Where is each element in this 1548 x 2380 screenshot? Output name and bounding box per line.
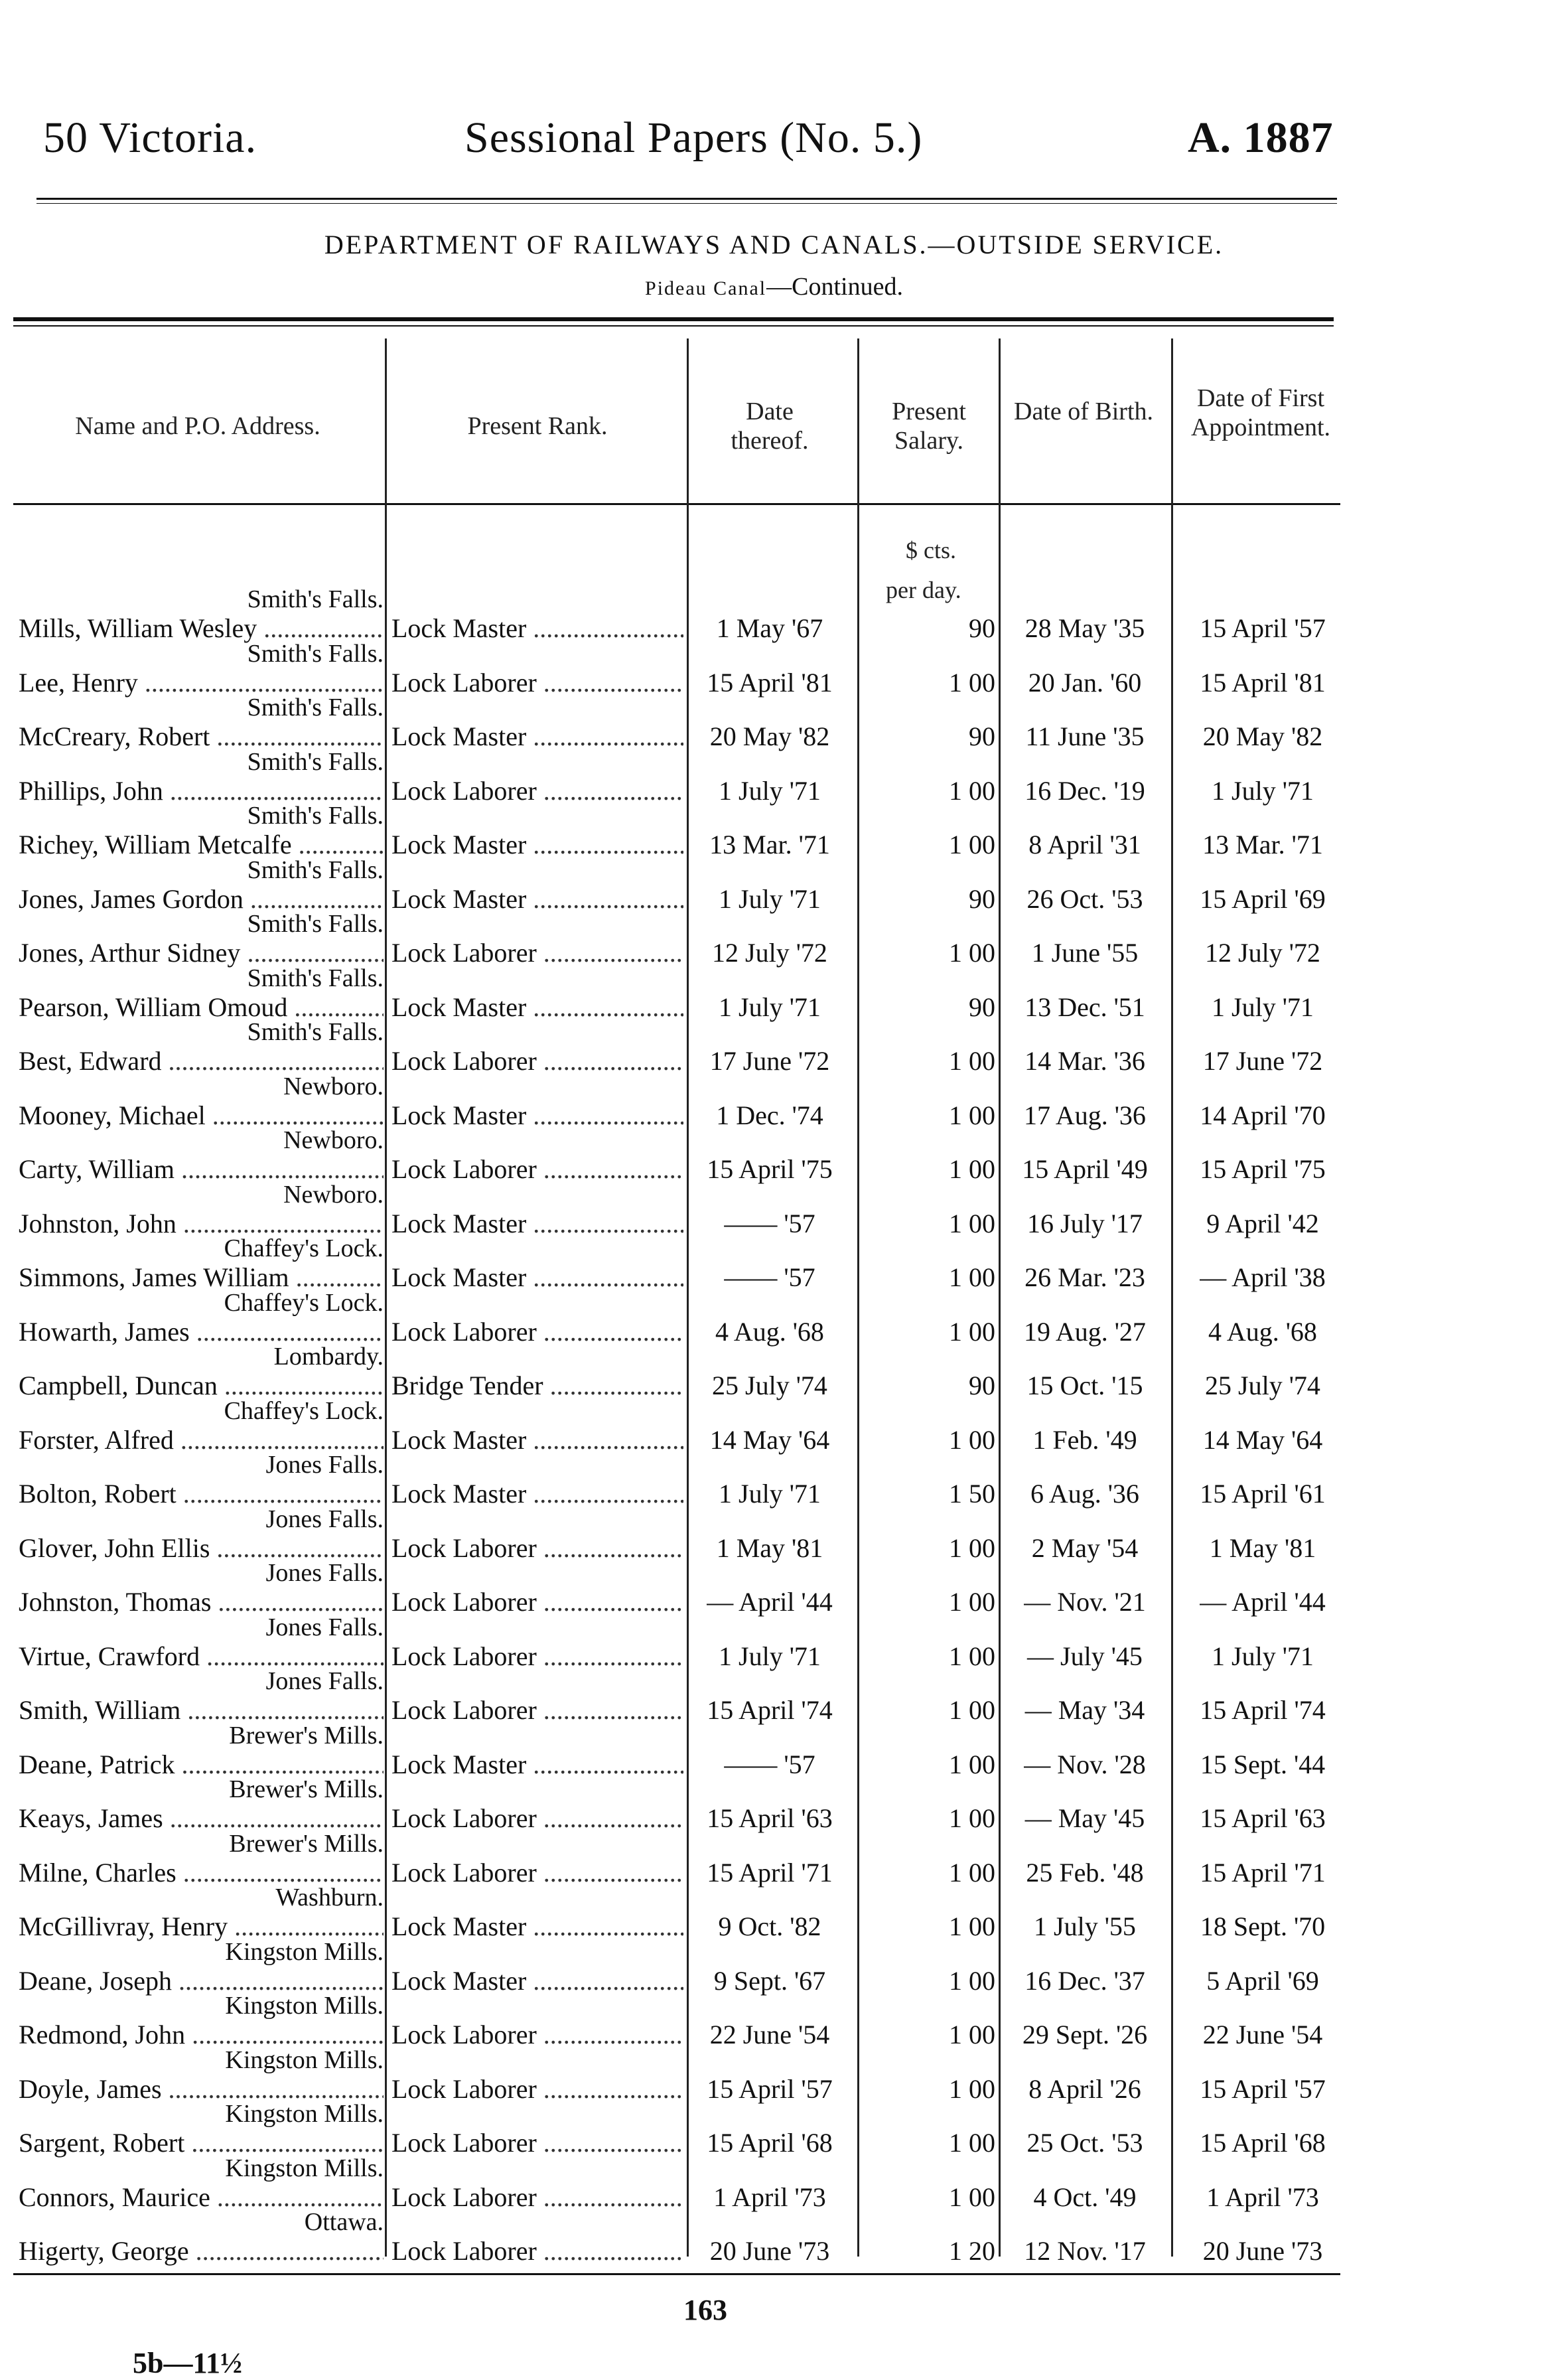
present-rank: Lock Master ..... [391, 992, 683, 1023]
present-rank: Lock Laborer ..... [391, 667, 683, 698]
salary-currency-unit: $ cts. [906, 537, 956, 563]
table-row [0, 747, 1548, 811]
po-address: Brewer's Mills. [229, 1775, 384, 1803]
rank-date: 1 May '81 [716, 1532, 823, 1563]
birth-date: 16 Dec. '37 [1024, 1965, 1145, 1996]
present-rank: Lock Laborer ..... [391, 1532, 683, 1564]
present-rank: Lock Master ..... [391, 1911, 683, 1942]
present-rank: Lock Master ..... [391, 883, 683, 915]
po-address: Smith's Falls. [247, 910, 384, 938]
birth-date: 29 Sept. '26 [1022, 2020, 1148, 2049]
present-rank: Lock Laborer ..... [391, 1586, 683, 1617]
appointment-date: — April '44 [1200, 1587, 1326, 1617]
po-address: Jones Falls. [265, 1559, 384, 1587]
present-salary: 1 00 [949, 830, 995, 859]
present-rank: Lock Master ..... [391, 1262, 683, 1293]
table-row [0, 802, 1548, 865]
appointment-date: 14 May '64 [1202, 1424, 1323, 1455]
table-row [0, 1829, 1548, 1893]
rank-date: —— '57 [724, 1749, 815, 1779]
present-salary: 1 00 [949, 1100, 995, 1130]
present-rank: Lock Master ..... [391, 829, 683, 860]
appointment-date: — April '38 [1200, 1262, 1326, 1292]
page-title: DEPARTMENT OF RAILWAYS AND CANALS.—OUTSIDE SERVICE. [324, 230, 1224, 260]
staff-name: Johnston, John ..... [19, 1208, 384, 1239]
table-row [0, 1559, 1548, 1622]
staff-name: Richey, William Metcalfe ..... [19, 829, 384, 860]
staff-name: Higerty, George ..... [19, 2235, 384, 2267]
header-divider-rule [13, 503, 1340, 505]
col-header-birth: Date of Birth. [1014, 398, 1154, 425]
staff-name: Howarth, James ..... [19, 1316, 384, 1347]
birth-date: — Nov. '28 [1024, 1749, 1146, 1779]
appointment-date: 13 Mar. '71 [1202, 830, 1323, 859]
table-row [0, 1288, 1548, 1352]
staff-name: Campbell, Duncan ..... [19, 1370, 384, 1401]
present-rank: Lock Laborer ..... [391, 2235, 683, 2267]
present-rank: Lock Laborer ..... [391, 1153, 683, 1185]
appointment-date: 15 April '57 [1200, 2073, 1326, 2104]
po-address: Kingston Mills. [225, 2154, 384, 2182]
po-address: Chaffey's Lock. [224, 1234, 384, 1262]
present-rank: Lock Master ..... [391, 1424, 683, 1455]
present-rank: Lock Laborer ..... [391, 1641, 683, 1672]
birth-date: 8 April '26 [1028, 2073, 1141, 2104]
appointment-date: 1 July '71 [1212, 775, 1314, 806]
present-salary: 1 00 [949, 1857, 995, 1888]
table-row [0, 1451, 1548, 1514]
appointment-date: 15 April '61 [1200, 1479, 1326, 1509]
appointment-date: 14 April '70 [1200, 1100, 1326, 1130]
present-salary: 1 00 [949, 1587, 995, 1617]
rank-date: —— '57 [724, 1208, 815, 1238]
present-salary: 1 00 [949, 1424, 995, 1455]
birth-date: 11 June '35 [1025, 721, 1145, 751]
rank-date: 1 July '71 [719, 1641, 821, 1671]
present-salary: 1 00 [949, 1965, 995, 1996]
continued-label: —Continued. [766, 273, 903, 301]
present-salary: 1 50 [949, 1479, 995, 1509]
table-row [0, 2208, 1548, 2271]
birth-date: 25 Feb. '48 [1026, 1857, 1144, 1888]
rank-date: 17 June '72 [709, 1046, 830, 1076]
present-salary: 1 00 [949, 2128, 995, 2158]
appointment-date: 15 April '81 [1200, 667, 1326, 698]
po-address: Kingston Mills. [225, 1992, 384, 2020]
page-subtitle [0, 272, 1548, 301]
present-rank: Lock Master ..... [391, 721, 683, 752]
appointment-date: 5 April '69 [1206, 1965, 1319, 1996]
present-rank: Lock Laborer ..... [391, 937, 683, 968]
po-address: Smith's Falls. [247, 639, 384, 668]
present-salary: 1 00 [949, 1316, 995, 1347]
appointment-date: 1 July '71 [1212, 1641, 1314, 1671]
birth-date: 26 Oct. '53 [1026, 883, 1143, 914]
present-rank: Lock Master ..... [391, 1478, 683, 1509]
appointment-date: 22 June '54 [1202, 2020, 1323, 2049]
present-rank: Lock Laborer ..... [391, 1316, 683, 1347]
present-salary: 1 00 [949, 1749, 995, 1779]
present-salary: 90 [969, 1371, 995, 1400]
birth-date: 15 April '49 [1022, 1154, 1148, 1184]
staff-name: Virtue, Crawford ..... [19, 1641, 384, 1672]
table-row [0, 694, 1548, 757]
staff-name: McGillivray, Henry ..... [19, 1911, 384, 1942]
rank-date: 25 July '74 [712, 1371, 827, 1400]
po-address: Smith's Falls. [247, 802, 384, 830]
table-row [0, 910, 1548, 973]
appointment-date: 4 Aug. '68 [1208, 1316, 1317, 1347]
po-address: Smith's Falls. [247, 694, 384, 721]
appointment-date: 15 April '57 [1200, 613, 1326, 643]
birth-date: 16 July '17 [1027, 1208, 1143, 1238]
present-salary: 1 00 [949, 1046, 995, 1076]
staff-name: Bolton, Robert ..... [19, 1478, 384, 1509]
staff-name: Redmond, John ..... [19, 2019, 384, 2050]
salary-per-unit: per day. [886, 577, 961, 603]
staff-name: Smith, William ..... [19, 1694, 384, 1726]
staff-name: Glover, John Ellis ..... [19, 1532, 384, 1564]
birth-date: — May '45 [1024, 1803, 1145, 1833]
birth-date: 6 Aug. '36 [1030, 1479, 1139, 1509]
rank-date: 9 Sept. '67 [713, 1965, 826, 1996]
present-salary: 1 00 [949, 1532, 995, 1563]
volume-label: 50 Victoria. [43, 113, 257, 162]
birth-date: 13 Dec. '51 [1024, 992, 1145, 1022]
staff-name: Carty, William ..... [19, 1153, 384, 1185]
present-rank: Lock Laborer ..... [391, 2019, 683, 2050]
table-row [0, 1613, 1548, 1676]
birth-date: 17 Aug. '36 [1024, 1100, 1146, 1130]
rank-date: 15 April '57 [707, 2073, 833, 2104]
appointment-date: 15 April '71 [1200, 1857, 1326, 1888]
staff-name: Best, Edward ..... [19, 1045, 384, 1077]
po-address: Jones Falls. [265, 1451, 384, 1479]
po-address: Brewer's Mills. [229, 1829, 384, 1858]
appointment-date: 25 July '74 [1205, 1371, 1320, 1400]
staff-name: Lee, Henry ..... [19, 667, 384, 698]
staff-name: Keays, James ..... [19, 1803, 384, 1834]
present-salary: 90 [969, 721, 995, 751]
rank-date: 1 July '71 [719, 775, 821, 806]
birth-date: 1 July '55 [1034, 1911, 1136, 1941]
appointment-date: 12 July '72 [1205, 938, 1320, 968]
table-row [0, 1018, 1548, 1081]
staff-name: Mooney, Michael ..... [19, 1100, 384, 1131]
po-address: Brewer's Mills. [229, 1721, 384, 1749]
po-address: Newboro. [283, 1126, 384, 1154]
appointment-date: 1 July '71 [1212, 992, 1314, 1022]
rank-date: —— '57 [724, 1262, 815, 1292]
present-salary: 1 00 [949, 667, 995, 698]
birth-date: 20 Jan. '60 [1028, 667, 1142, 698]
po-address: Ottawa. [304, 2208, 384, 2236]
po-address: Jones Falls. [265, 1505, 384, 1533]
series-label: Sessional Papers (No. 5.) [464, 113, 923, 162]
present-rank: Lock Laborer ..... [391, 2127, 683, 2158]
appointment-date: 1 May '81 [1209, 1532, 1316, 1563]
present-rank: Lock Master ..... [391, 613, 683, 644]
present-rank: Lock Laborer ..... [391, 1857, 683, 1888]
present-salary: 1 20 [949, 2236, 995, 2266]
appointment-date: 17 June '72 [1202, 1046, 1323, 1076]
staff-name: McCreary, Robert ..... [19, 721, 384, 752]
staff-name: Forster, Alfred ..... [19, 1424, 384, 1455]
birth-date: 28 May '35 [1024, 613, 1145, 643]
appointment-date: 20 June '73 [1202, 2236, 1323, 2266]
page-number: 163 [683, 2294, 727, 2326]
rank-date: 20 June '73 [709, 2236, 830, 2266]
present-salary: 1 00 [949, 1641, 995, 1671]
rank-date: 1 July '71 [719, 1479, 821, 1509]
birth-date: 19 Aug. '27 [1024, 1316, 1146, 1347]
birth-date: 26 Mar. '23 [1024, 1262, 1145, 1292]
staff-name: Jones, James Gordon ..... [19, 883, 384, 915]
present-salary: 90 [969, 992, 995, 1022]
present-rank: Lock Master ..... [391, 1100, 683, 1131]
rank-date: 14 May '64 [709, 1424, 830, 1455]
year-label: A. 1887 [1188, 113, 1334, 162]
table-row [0, 639, 1548, 703]
present-salary: 1 00 [949, 1911, 995, 1941]
present-rank: Lock Laborer ..... [391, 1803, 683, 1834]
birth-date: 2 May '54 [1031, 1532, 1139, 1563]
po-address: Kingston Mills. [225, 2045, 384, 2074]
po-address: Smith's Falls. [247, 855, 384, 884]
present-salary: 90 [969, 883, 995, 914]
staff-name: Doyle, James ..... [19, 2073, 384, 2105]
present-rank: Lock Master ..... [391, 1965, 683, 1996]
po-address: Lombardy. [273, 1343, 384, 1371]
col-header-salary: Present Salary. [892, 398, 966, 455]
po-address: Kingston Mills. [225, 2100, 384, 2128]
table-row [0, 1126, 1548, 1189]
po-address: Smith's Falls. [247, 964, 384, 992]
rank-date: 1 July '71 [719, 992, 821, 1022]
table-top-rule-thin [13, 325, 1334, 327]
appointment-date: 18 Sept. '70 [1200, 1911, 1326, 1941]
staff-name: Johnston, Thomas ..... [19, 1586, 384, 1617]
col-header-rank: Present Rank. [467, 412, 608, 440]
appointment-date: 1 April '73 [1206, 2182, 1319, 2212]
rank-date: — April '44 [707, 1587, 833, 1617]
present-rank: Lock Laborer ..... [391, 2182, 683, 2213]
col-header-date: Date thereof. [731, 398, 809, 455]
rank-date: 15 April '74 [707, 1695, 833, 1725]
appointment-date: 20 May '82 [1202, 721, 1323, 751]
present-rank: Lock Laborer ..... [391, 775, 683, 806]
header-rule-thin [36, 203, 1337, 204]
present-rank: Lock Laborer ..... [391, 1045, 683, 1077]
birth-date: 1 Feb. '49 [1032, 1424, 1137, 1455]
present-salary: 90 [969, 613, 995, 643]
rank-date: 1 April '73 [713, 2182, 826, 2212]
present-rank: Bridge Tender ..... [391, 1370, 683, 1401]
staff-name: Deane, Patrick ..... [19, 1749, 384, 1780]
staff-name: Pearson, William Omoud ..... [19, 992, 384, 1023]
rank-date: 15 April '68 [707, 2128, 833, 2158]
appointment-date: 15 April '68 [1200, 2128, 1326, 2158]
birth-date: 8 April '31 [1028, 830, 1141, 859]
appointment-date: 15 April '74 [1200, 1695, 1326, 1725]
staff-name: Connors, Maurice ..... [19, 2182, 384, 2213]
birth-date: — Nov. '21 [1024, 1587, 1146, 1617]
present-salary: 1 00 [949, 1262, 995, 1292]
staff-name: Deane, Joseph ..... [19, 1965, 384, 1996]
appointment-date: 15 April '75 [1200, 1154, 1326, 1184]
staff-name: Phillips, John ..... [19, 775, 384, 806]
appointment-date: 9 April '42 [1206, 1208, 1319, 1238]
rank-date: 1 May '67 [716, 613, 823, 643]
col-header-appointment: Date of First Appointment. [1190, 384, 1331, 441]
birth-date: 14 Mar. '36 [1024, 1046, 1145, 1076]
rank-date: 9 Oct. '82 [718, 1911, 821, 1941]
present-salary: 1 00 [949, 2020, 995, 2049]
po-address: Jones Falls. [265, 1613, 384, 1641]
po-address: Washburn. [275, 1884, 384, 1911]
po-address: Kingston Mills. [225, 1937, 384, 1966]
staff-name: Sargent, Robert ..... [19, 2127, 384, 2158]
header-rule [36, 198, 1337, 200]
rank-date: 15 April '81 [707, 667, 833, 698]
appointment-date: 15 April '63 [1200, 1803, 1326, 1833]
present-rank: Lock Laborer ..... [391, 2073, 683, 2105]
rank-date: 20 May '82 [709, 721, 830, 751]
staff-name: Simmons, James William ..... [19, 1262, 384, 1293]
table-bottom-rule [13, 2273, 1340, 2275]
birth-date: 12 Nov. '17 [1024, 2236, 1146, 2266]
appointment-date: 15 Sept. '44 [1200, 1749, 1326, 1779]
po-address: Smith's Falls. [247, 1018, 384, 1046]
rank-date: 22 June '54 [709, 2020, 830, 2049]
po-address: Smith's Falls. [247, 585, 384, 613]
table-row [0, 964, 1548, 1027]
table-row [0, 1396, 1548, 1460]
rank-date: 1 July '71 [719, 883, 821, 914]
table-top-rule [13, 317, 1334, 321]
po-address: Newboro. [283, 1180, 384, 1209]
rank-date: 12 July '72 [712, 938, 827, 968]
present-rank: Lock Master ..... [391, 1749, 683, 1780]
birth-date: 15 Oct. '15 [1026, 1371, 1143, 1400]
rank-date: 13 Mar. '71 [709, 830, 830, 859]
present-salary: 1 00 [949, 1154, 995, 1184]
present-salary: 1 00 [949, 1803, 995, 1833]
po-address: Chaffey's Lock. [224, 1288, 384, 1317]
present-salary: 1 00 [949, 2182, 995, 2212]
table-row [0, 2154, 1548, 2217]
birth-date: 25 Oct. '53 [1026, 2128, 1143, 2158]
birth-date: 1 June '55 [1031, 938, 1139, 968]
rank-date: 15 April '75 [707, 1154, 833, 1184]
birth-date: — July '45 [1027, 1641, 1143, 1671]
staff-name: Milne, Charles ..... [19, 1857, 384, 1888]
present-salary: 1 00 [949, 1695, 995, 1725]
staff-name: Jones, Arthur Sidney ..... [19, 937, 384, 968]
rank-date: 1 Dec. '74 [716, 1100, 823, 1130]
present-salary: 1 00 [949, 1208, 995, 1238]
po-address: Chaffey's Lock. [224, 1396, 384, 1425]
staff-name: Mills, William Wesley ..... [19, 613, 384, 644]
present-rank: Lock Master ..... [391, 1208, 683, 1239]
birth-date: 4 Oct. '49 [1033, 2182, 1137, 2212]
table-row [0, 1505, 1548, 1568]
signature-mark: 5b—11½ [133, 2347, 243, 2379]
rank-date: 15 April '63 [707, 1803, 833, 1833]
table-row [0, 855, 1548, 919]
present-salary: 1 00 [949, 938, 995, 968]
present-salary: 1 00 [949, 2073, 995, 2104]
birth-date: — May '34 [1024, 1695, 1145, 1725]
po-address: Jones Falls. [265, 1667, 384, 1695]
po-address: Smith's Falls. [247, 747, 384, 776]
canal-name: Pideau Canal [645, 277, 767, 299]
present-salary: 1 00 [949, 775, 995, 806]
appointment-date: 15 April '69 [1200, 883, 1326, 914]
po-address: Newboro. [283, 1072, 384, 1100]
rank-date: 15 April '71 [707, 1857, 833, 1888]
col-header-name: Name and P.O. Address. [75, 412, 320, 440]
birth-date: 16 Dec. '19 [1024, 775, 1145, 806]
rank-date: 4 Aug. '68 [715, 1316, 824, 1347]
present-rank: Lock Laborer ..... [391, 1694, 683, 1726]
table-row [0, 1072, 1548, 1136]
running-head [0, 113, 1548, 173]
